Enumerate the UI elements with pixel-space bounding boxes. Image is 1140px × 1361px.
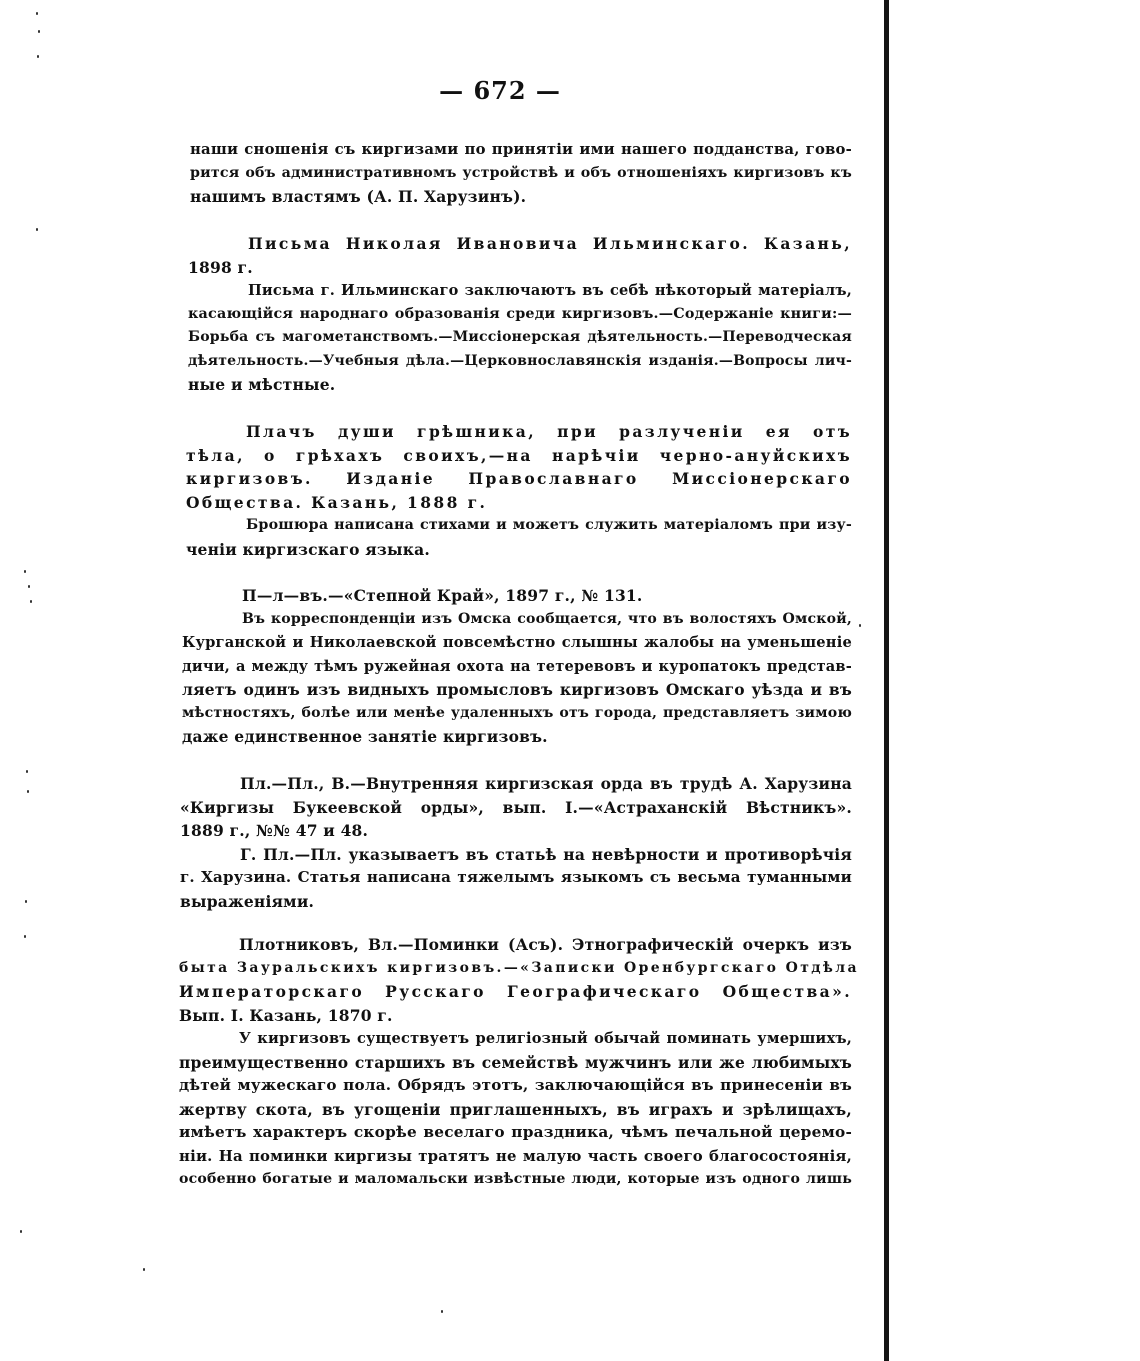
text-line: имѣетъ характеръ скорѣе веселаго праздника, чѣмъ печальной церемо- (179, 1123, 852, 1141)
text-line: Брошюра написана стихами и можетъ служить матеріаломъ при изу- (246, 517, 852, 533)
text-line: Г. Пл.—Пл. указываетъ въ статьѣ на невѣрности и противорѣчія (240, 844, 852, 864)
text-line: дѣятельность.—Учебныя дѣла.—Церковнославянскія изданія.—Вопросы лич- (188, 352, 852, 369)
text-line: Курганской и Николаевской повсемѣстно слышны жалобы на уменьшеніе (182, 634, 852, 651)
text-line: особенно богатые и маломальски извѣстные люди, которые изъ одного лишь (179, 1171, 852, 1187)
text-line: выраженіями. (180, 891, 315, 911)
text-line: жертву скота, въ угощеніи приглашенныхъ, въ играхъ и зрѣлищахъ, (179, 1099, 852, 1119)
entry-ilminsky-letters (188, 232, 852, 397)
entry-title: 1898 г. (188, 257, 253, 277)
entry-title: Плачъ души грѣшника, при разлученіи ея отъ (246, 422, 852, 441)
scan-speck (28, 585, 30, 588)
scan-speck (38, 30, 40, 33)
text-line: Письма г. Ильминскаго заключаютъ въ себѣ нѣкоторый матеріалъ, (248, 282, 852, 299)
text-line: даже единственное занятіе киргизовъ. (182, 727, 548, 746)
scan-speck (27, 790, 29, 793)
entry-lament (186, 420, 852, 561)
entry-title: Плотниковъ, Вл.—Поминки (Асъ). Этнографическій очеркъ изъ (239, 935, 852, 954)
entry-plotnikov (179, 933, 859, 1192)
entry-title: быта Зауральскихъ киргизовъ.—«Записки Оренбургскаго Отдѣла (179, 959, 859, 976)
page-binding-edge (884, 0, 889, 1361)
entry-internal-horde (180, 772, 852, 913)
entry-continuation (190, 138, 852, 209)
scan-speck (143, 1268, 145, 1271)
scan-speck (24, 570, 26, 573)
text-line: ченіи киргизскаго языка. (186, 539, 430, 559)
text-line: Борьба съ магометанствомъ.—Миссіонерская дѣятельность.—Переводческая (188, 329, 852, 345)
text-line: г. Харузина. Статья написана тяжелымъ языкомъ съ весьма туманными (180, 868, 852, 886)
entry-title: киргизовъ. Изданіе Православнаго Миссіонерскаго (186, 469, 852, 488)
scan-speck (441, 1310, 443, 1313)
entry-title: Вып. I. Казань, 1870 г. (179, 1005, 393, 1025)
scan-speck (30, 600, 32, 603)
text-line: нашимъ властямъ (А. П. Харузинъ). (190, 187, 527, 206)
entry-title: Письма Николая Ивановича Ильминскаго. Казань, (248, 234, 852, 253)
entry-title: тѣла, о грѣхахъ своихъ,—на нарѣчіи черно-ануйскихъ (186, 445, 852, 465)
scan-speck (36, 12, 38, 15)
entry-title: П—л—въ.—«Степной Край», 1897 г., № 131. (242, 586, 643, 605)
scan-speck (24, 935, 26, 938)
text-line: рится объ административномъ устройствѣ и объ отношеніяхъ киргизовъ къ (190, 164, 852, 181)
entry-title: «Киргизы Букеевской орды», вып. I.—«Астраханскій Вѣстникъ». (180, 797, 852, 817)
entry-title: Императорскаго Русскаго Географическаго Общества». (179, 982, 852, 1001)
scan-speck (37, 55, 39, 58)
text-line: Въ корреспонденціи изъ Омска сообщается, что въ волостяхъ Омской, (242, 610, 852, 627)
scan-speck (26, 770, 28, 773)
text-line: дѣтей мужескаго пола. Обрядъ этотъ, заключающійся въ принесеніи въ (179, 1076, 852, 1094)
scan-speck (20, 1230, 22, 1233)
text-line: наши сношенія съ киргизами по принятіи ими нашего подданства, гово- (190, 141, 852, 158)
text-line: ніи. На поминки киргизы тратятъ не малую часть своего благосостоянія, (179, 1146, 852, 1165)
entry-stepnoi-krai (182, 584, 852, 749)
text-line: преимущественно старшихъ въ семействѣ мужчинъ или же любимыхъ (179, 1052, 852, 1072)
text-line: мѣстностяхъ, болѣе или менѣе удаленныхъ отъ города, представляетъ зимою (182, 704, 852, 721)
text-line: ляетъ одинъ изъ видныхъ промысловъ киргизовъ Омскаго уѣзда и въ (182, 680, 852, 699)
entry-title: Пл.—Пл., В.—Внутренняя киргизская орда въ трудѣ А. Харузина (240, 774, 852, 793)
scan-speck (36, 228, 38, 231)
page-number: — 672 — (439, 76, 561, 105)
scan-speck (859, 624, 861, 627)
text-line: ные и мѣстные. (188, 375, 336, 394)
text-line: касающійся народнаго образованія среди киргизовъ.—Содержаніе книги:— (188, 305, 852, 322)
entry-title: 1889 г., №№ 47 и 48. (180, 821, 369, 840)
text-line: У киргизовъ существуетъ религіозный обычай поминать умершихъ, (239, 1030, 852, 1047)
entry-title: Общества. Казань, 1888 г. (186, 492, 488, 512)
scan-speck (25, 900, 27, 903)
text-line: дичи, а между тѣмъ ружейная охота на тетеревовъ и куропатокъ представ- (182, 657, 852, 675)
